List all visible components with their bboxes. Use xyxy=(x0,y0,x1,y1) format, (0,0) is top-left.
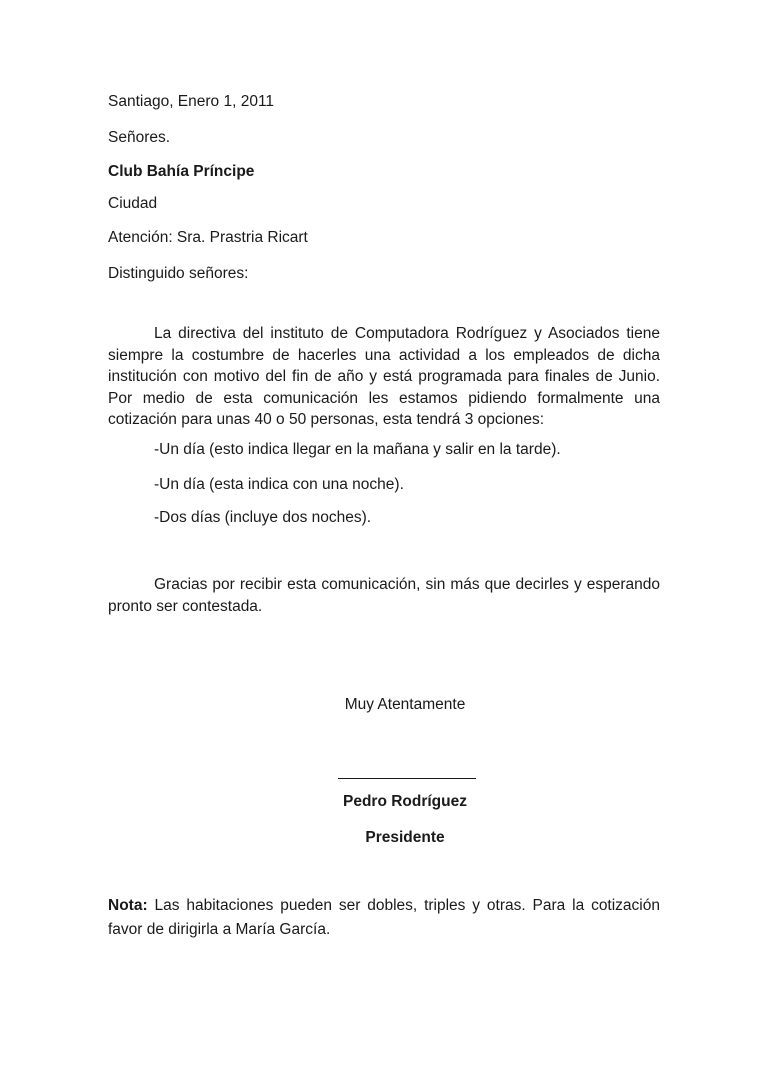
greeting-line: Distinguido señores: xyxy=(108,265,249,282)
recipient-org: Club Bahía Príncipe xyxy=(108,163,255,180)
note-paragraph xyxy=(108,894,660,942)
closing-paragraph: Gracias por recibir esta comunicación, sin más que decirles y esperando pronto ser contestada. xyxy=(108,576,660,615)
option-item: -Dos días (incluye dos noches). xyxy=(154,509,372,526)
city-line: Ciudad xyxy=(108,195,158,212)
note-label: Nota: xyxy=(108,897,148,914)
salutation-to: Señores. xyxy=(108,129,171,146)
date-line: Santiago, Enero 1, 2011 xyxy=(108,93,275,110)
sign-off: Muy Atentamente xyxy=(344,696,466,713)
signer-name: Pedro Rodríguez xyxy=(342,793,467,810)
signer-title: Presidente xyxy=(365,829,445,846)
note-text: Las habitaciones pueden ser dobles, triples y otras. Para la cotización favor de dirigirla a María García. xyxy=(108,897,660,938)
body-paragraph: La directiva del instituto de Computadora Rodríguez y Asociados tiene siempre la costumbre de hacerles una actividad a los empleados de dicha institución con motivo del fin de año y está programada para finales de Junio. Por medio de esta comunicación les estamos pidiendo formalmente una cotización para unas 40 o 50 personas, esta tendrá 3 opciones: xyxy=(108,325,660,428)
option-item: -Un día (esto indica llegar en la mañana y salir en la tarde). xyxy=(154,441,561,458)
signature-line xyxy=(338,778,476,779)
option-item: -Un día (esta indica con una noche). xyxy=(154,476,404,493)
attention-line: Atención: Sra. Prastria Ricart xyxy=(108,229,308,246)
